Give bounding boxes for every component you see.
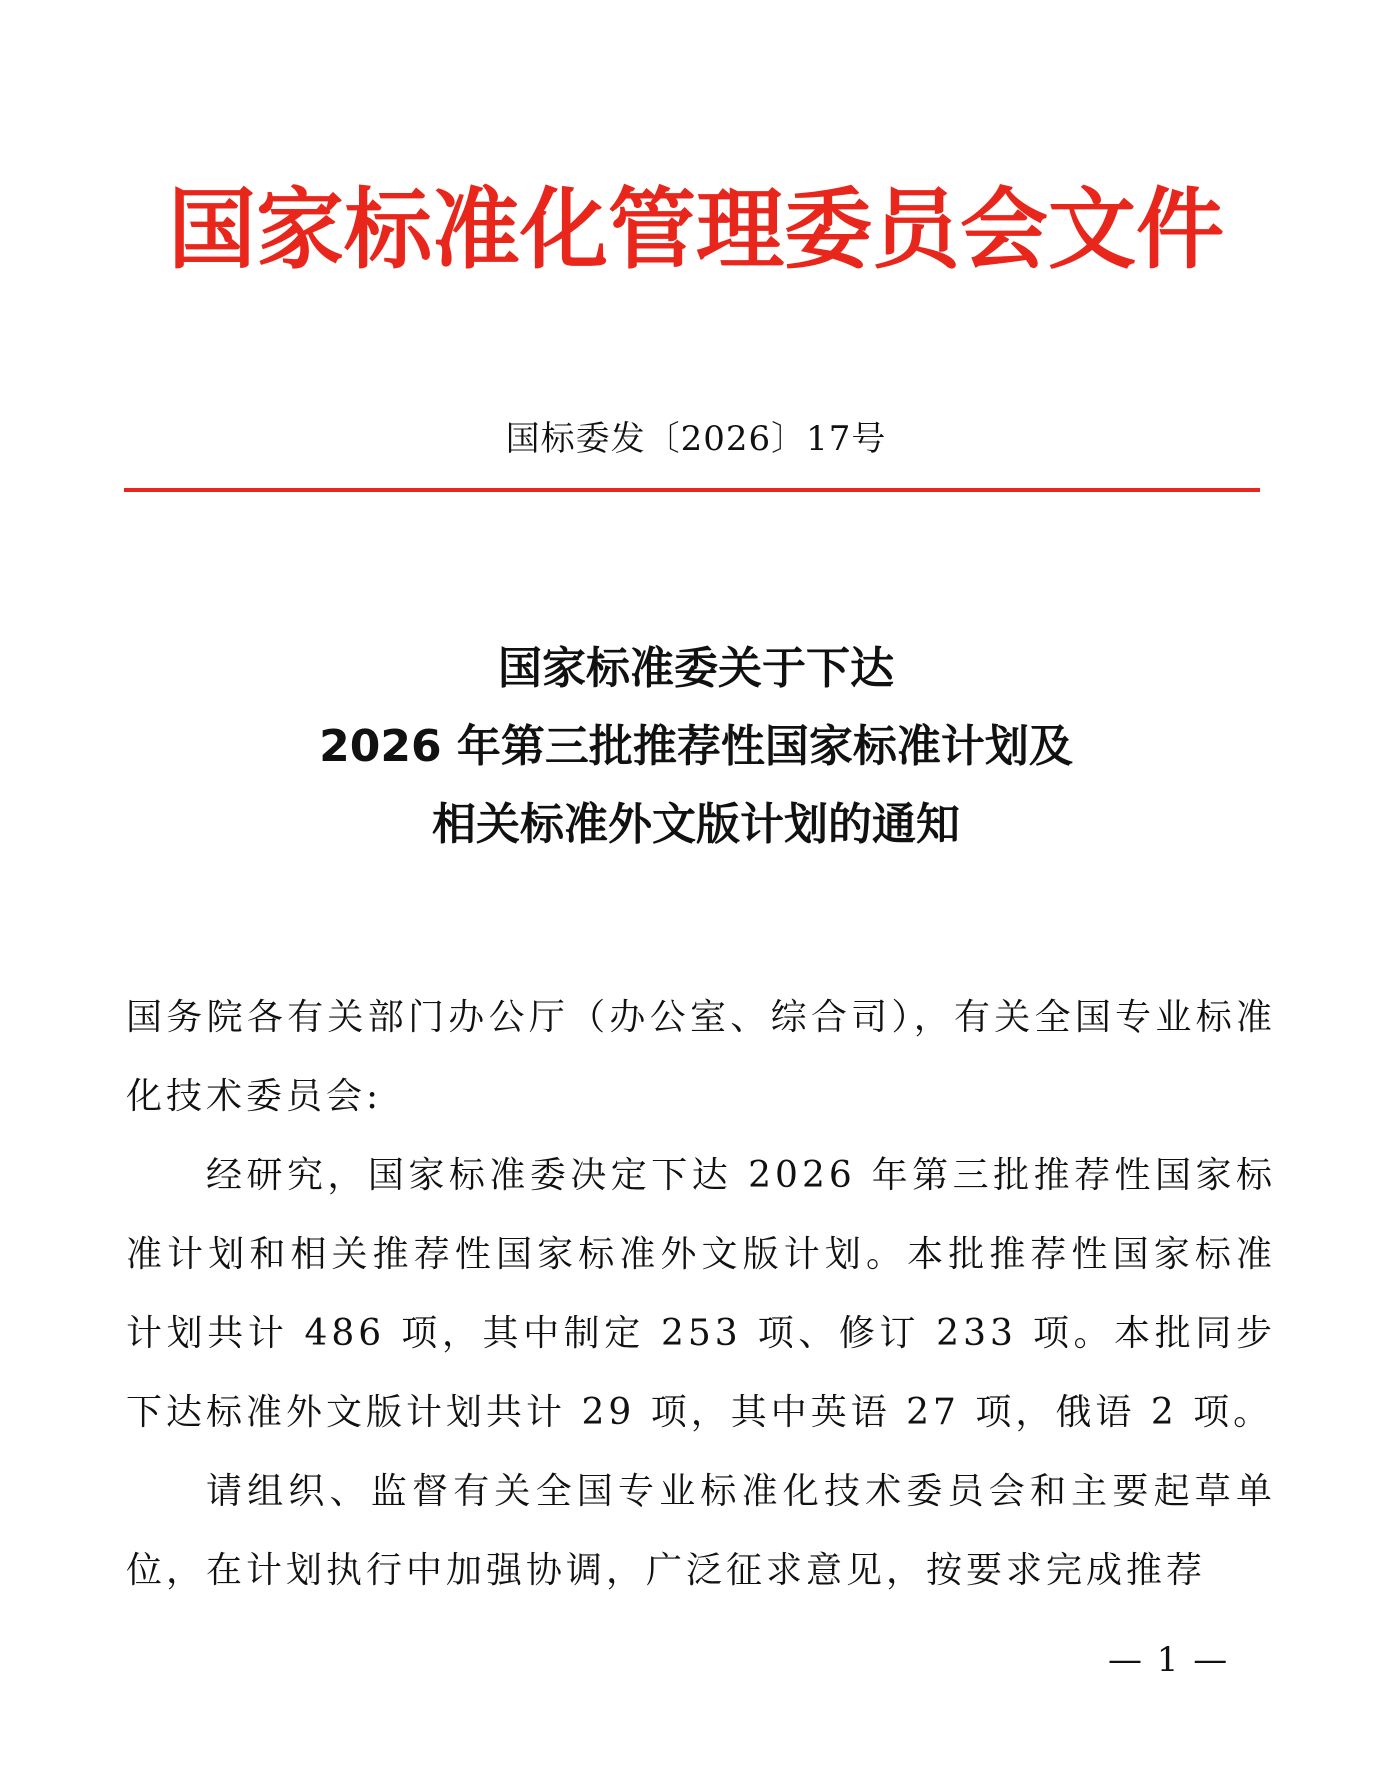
body-paragraph-1: 经研究，国家标准委决定下达 2026 年第三批推荐性国家标准计划和相关推荐性国家标准外文版计划。本批推荐性国家标准计划共计 486 项，其中制定 253 项、修订 233 项。本批同步下达标准外文版计划共计 29 项，其中英语 27 项，俄语 2 项。 — [126, 1155, 1276, 1433]
body-paragraph-2: 请组织、监督有关全国专业标准化技术委员会和主要起草单位，在计划执行中加强协调，广泛征求意见，按要求完成推荐 — [126, 1471, 1276, 1591]
notice-title-line-3: 相关标准外文版计划的通知 — [432, 799, 960, 850]
notice-title-line-2: 2026 年第三批推荐性国家标准计划及 — [319, 721, 1073, 772]
document-number: 国标委发〔2026〕17号 — [505, 419, 887, 459]
document-masthead: 国家标准化管理委员会文件 — [167, 178, 1224, 281]
notice-body — [126, 978, 1276, 1610]
red-divider-line — [124, 488, 1260, 492]
page-number: — 1 — — [1108, 1640, 1230, 1680]
salutation-paragraph: 国务院各有关部门办公厅（办公室、综合司），有关全国专业标准化技术委员会: — [126, 997, 1276, 1117]
notice-title — [0, 630, 1392, 864]
notice-title-line-1: 国家标准委关于下达 — [498, 643, 894, 694]
